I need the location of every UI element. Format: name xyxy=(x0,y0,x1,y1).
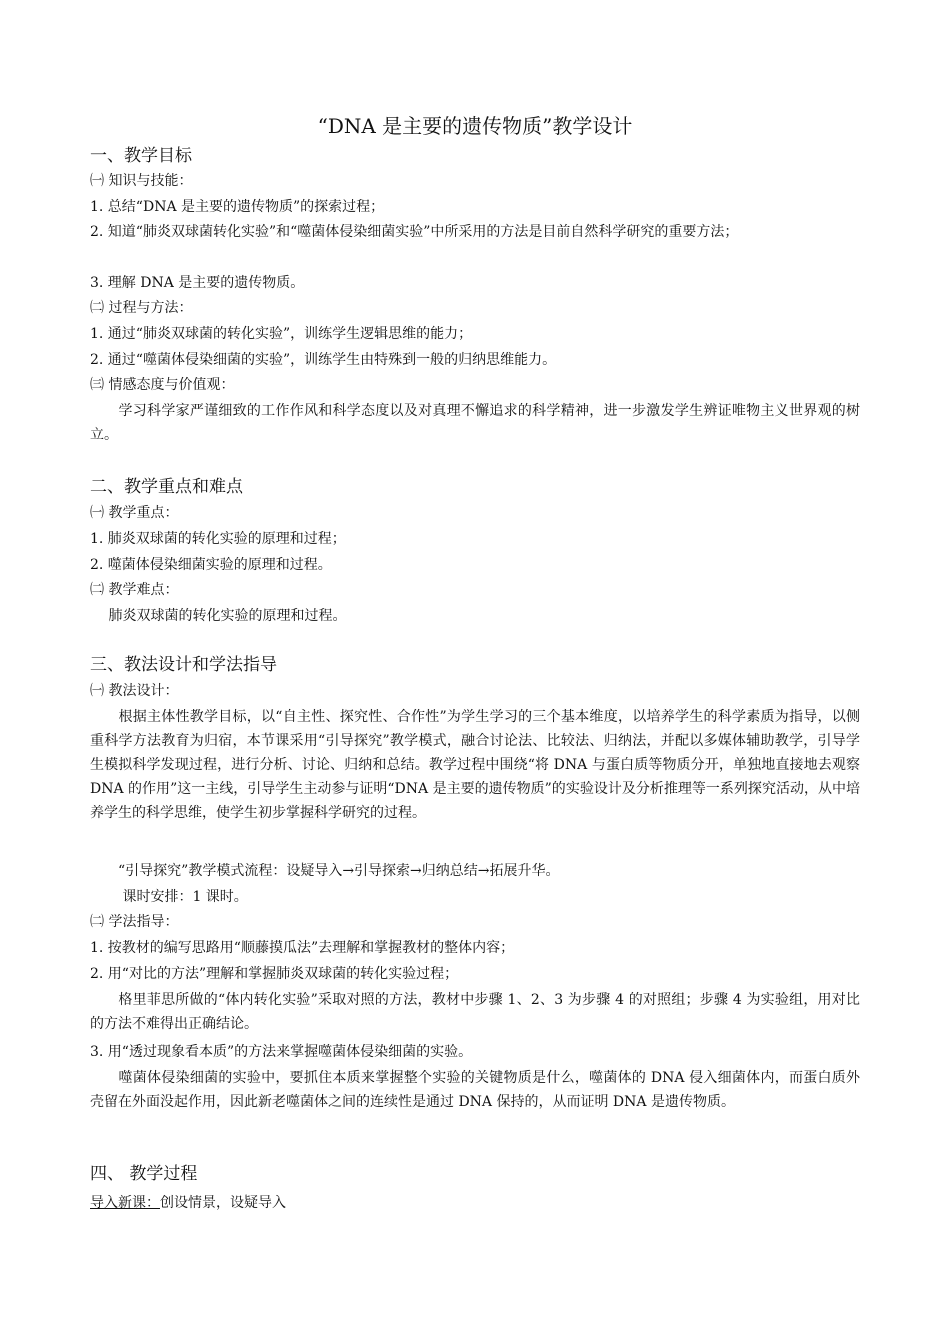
section-1-heading: 一、教学目标 xyxy=(90,146,192,166)
section-1-item-3: 3. 理解 DNA 是主要的遗传物质。 xyxy=(90,275,305,291)
section-1-item-4: 1. 通过“肺炎双球菌的转化实验”，训练学生逻辑思维的能力； xyxy=(90,326,473,342)
section-3-paragraph-4: 格里菲思所做的“体内转化实验”采取对照的方法，教材中步骤 1、2、3 为步骤 4 的对照组；步骤 4 为实验组，用对比的方法不难得出正确结论。 xyxy=(90,992,860,1032)
section-3-paragraph-2: “引导探究”教学模式流程：设疑导入→引导探索→归纳总结→拓展升华。 xyxy=(90,863,560,879)
section-3-item-3: 3. 用“透过现象看本质”的方法来掌握噬菌体侵染细菌的实验。 xyxy=(90,1044,473,1060)
section-3-item-2: 2. 用“对比的方法”理解和掌握肺炎双球菌的转化实验过程； xyxy=(90,966,459,982)
section-2-sub-1: ㈠ 教学重点： xyxy=(90,505,179,521)
section-4-intro xyxy=(90,1194,860,1212)
section-1-sub-1: ㈠ 知识与技能： xyxy=(90,173,193,189)
section-3-item-1: 1. 按教材的编写思路用“顺藤摸瓜法”去理解和掌握教材的整体内容； xyxy=(90,940,515,956)
document-title: “DNA 是主要的遗传物质”教学设计 xyxy=(317,114,633,138)
section-3-sub-2: ㈡ 学法指导： xyxy=(90,914,179,930)
section-1-item-5: 2. 通过“噬菌体侵染细菌的实验”，训练学生由特殊到一般的归纳思维能力。 xyxy=(90,352,557,368)
section-1-item-2: 2. 知道“肺炎双球菌转化实验”和“噬菌体侵染细菌实验”中所采用的方法是目前自然科学研究的重要方法； xyxy=(90,224,739,240)
section-3-paragraph-1: 根据主体性教学目标，以“自主性、探究性、合作性”为学生学习的三个基本维度，以培养学生的科学素质为指导，以侧重科学方法教育为归宿，本节课采用“引导探究”教学模式，融合讨论法、比较法、归纳法，并配以多媒体辅助教学，引导学生模拟科学发现过程，进行分析、讨论、归纳和总结。教学过程中围绕“将 DNA 与蛋白质等物质分开，单独地直接地去观察 DNA 的作用”这一主线，引导学生主动参与证明“DNA 是主要的遗传物质”的实验设计及分析推理等一系列探究活动，从中培养学生的科学思维，使学生初步掌握科学研究的过程。 xyxy=(90,709,860,821)
section-2-item-3: 肺炎双球菌的转化实验的原理和过程。 xyxy=(90,608,347,624)
intro-label: 导入新课： xyxy=(90,1195,160,1211)
section-3-heading: 三、教法设计和学法指导 xyxy=(90,655,277,675)
section-2-sub-2: ㈡ 教学难点： xyxy=(90,582,179,598)
section-1-sub-3: ㈢ 情感态度与价值观： xyxy=(90,377,235,393)
section-3-paragraph-5: 噬菌体侵染细菌的实验中，要抓住本质来掌握整个实验的关键物质是什么，噬菌体的 DNA 侵入细菌体内，而蛋白质外壳留在外面没起作用，因此新老噬菌体之间的连续性是通过 DNA 保持的，从而证明 DNA 是遗传物质。 xyxy=(90,1070,860,1110)
section-2-heading: 二、教学重点和难点 xyxy=(90,477,243,497)
section-3-paragraph-3: 课时安排：1 课时。 xyxy=(90,889,248,905)
intro-text: 创设情景，设疑导入 xyxy=(160,1195,286,1211)
section-1-item-1: 1. 总结“DNA 是主要的遗传物质”的探索过程； xyxy=(90,199,385,215)
section-1-sub-2: ㈡ 过程与方法： xyxy=(90,300,193,316)
section-1-paragraph: 学习科学家严谨细致的工作作风和科学态度以及对真理不懈追求的科学精神，进一步激发学生辨证唯物主义世界观的树立。 xyxy=(90,403,860,443)
section-2-item-1: 1. 肺炎双球菌的转化实验的原理和过程； xyxy=(90,531,346,547)
section-2-item-2: 2. 噬菌体侵染细菌实验的原理和过程。 xyxy=(90,557,332,573)
section-4-heading: 四、 教学过程 xyxy=(90,1164,198,1184)
section-3-sub-1: ㈠ 教法设计： xyxy=(90,683,179,699)
